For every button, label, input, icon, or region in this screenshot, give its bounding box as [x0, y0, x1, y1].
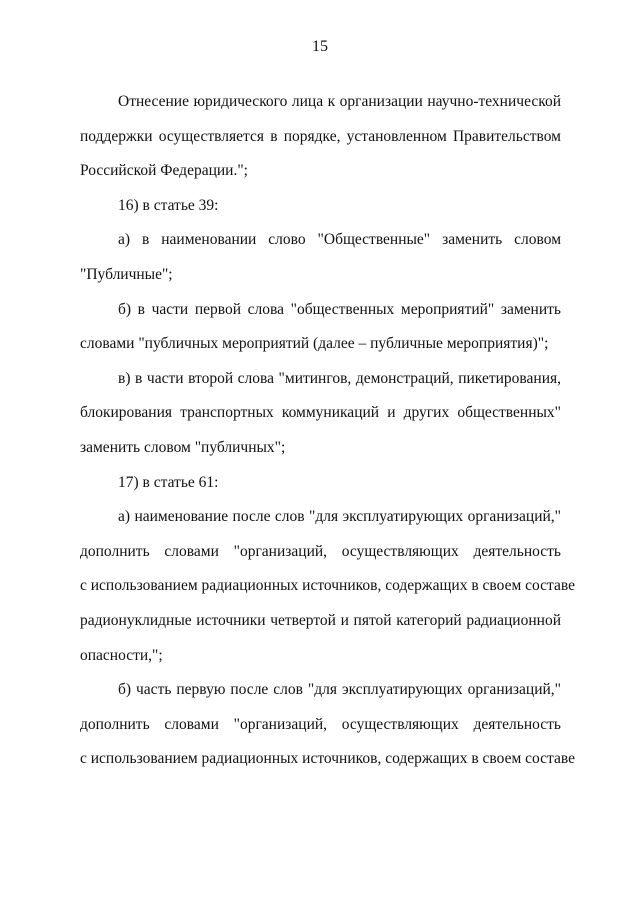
text-line: с использованием радиационных источников, содержащих в своем составе	[80, 577, 575, 595]
text-line: с использованием радиационных источников, содержащих в своем составе	[80, 750, 575, 768]
text-line: словами "публичных мероприятий (далее – публичные мероприятия)";	[80, 335, 549, 353]
text-line: поддержки осуществляется в порядке, установленном Правительством	[80, 127, 561, 145]
text-line: дополнить словами "организаций, осуществляющих деятельность	[80, 715, 561, 733]
document-body	[80, 85, 575, 777]
text-line: "Публичные";	[80, 265, 173, 283]
text-line: а) в наименовании слово "Общественные" заменить словом	[118, 231, 561, 249]
text-line: опасности,";	[80, 646, 163, 664]
text-line: б) часть первую после слов "для эксплуатирующих организаций,"	[118, 681, 561, 699]
text-line: заменить словом "публичных";	[80, 438, 286, 456]
text-line: блокирования транспортных коммуникаций и других общественных"	[80, 404, 561, 422]
text-line: в) в части второй слова "митингов, демонстраций, пикетирования,	[118, 369, 561, 387]
text-line: Отнесение юридического лица к организации научно-технической	[118, 93, 561, 110]
text-line: дополнить словами "организаций, осуществляющих деятельность	[80, 542, 561, 560]
text-line: 17) в статье 61:	[118, 473, 219, 491]
page-number: 15	[312, 38, 328, 55]
text-line: Российской Федерации.";	[80, 162, 248, 180]
text-line: радионуклидные источники четвертой и пятой категорий радиационной	[80, 611, 561, 629]
text-line: 16) в статье 39:	[118, 196, 219, 214]
text-line: а) наименование после слов "для эксплуатирующих организаций,"	[118, 508, 561, 526]
text-line: б) в части первой слова "общественных мероприятий" заменить	[118, 300, 561, 318]
